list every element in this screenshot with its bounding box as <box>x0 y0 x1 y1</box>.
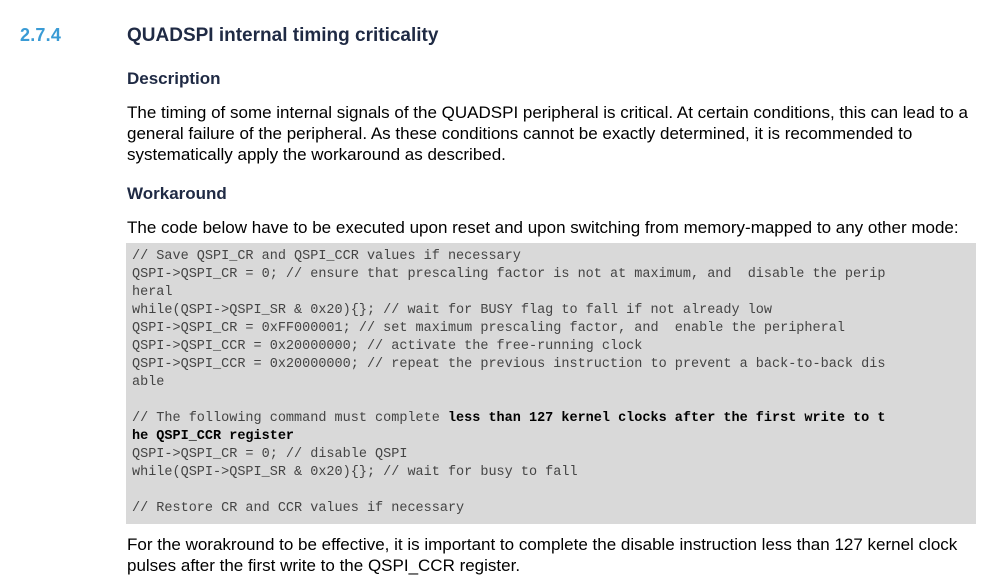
workaround-note-line: pulses after the first write to the QSPI_CCR register. <box>127 556 521 575</box>
code-emphasis: less than 127 kernel clocks after the first write to t <box>447 411 886 426</box>
code-line: while(QSPI->QSPI_SR & 0x20){}; // wait for busy to fall <box>132 465 578 480</box>
section-number: 2.7.4 <box>20 25 62 45</box>
code-line-emphasis <box>132 428 976 446</box>
code-line: while(QSPI->QSPI_SR & 0x20){}; // wait for BUSY flag to fall if not already low <box>132 303 773 318</box>
code-line: QSPI->QSPI_CR = 0xFF000001; // set maximum prescaling factor, and enable the peripheral <box>132 321 845 336</box>
code-comment-prefix: // The following command must complete <box>132 411 448 426</box>
code-line-blank <box>132 392 976 410</box>
code-line: heral <box>132 285 173 300</box>
description-line: general failure of the peripheral. As these conditions cannot be exactly determined, it is recommended to <box>127 124 913 143</box>
code-line: QSPI->QSPI_CCR = 0x20000000; // activate the free-running clock <box>132 339 643 354</box>
code-emphasis: he QSPI_CCR register <box>132 429 295 444</box>
code-block <box>126 243 976 524</box>
code-line: able <box>132 375 165 390</box>
code-line: QSPI->QSPI_CR = 0; // disable QSPI <box>132 447 408 462</box>
description-heading: Description <box>127 69 221 88</box>
code-line-emphasis <box>132 410 976 428</box>
code-line: QSPI->QSPI_CR = 0; // ensure that prescaling factor is not at maximum, and disable the perip <box>132 267 886 282</box>
workaround-note-line: For the worakround to be effective, it is important to complete the disable instruction less than 127 kernel clock <box>127 535 958 554</box>
code-line: // Restore CR and CCR values if necessary <box>132 501 465 516</box>
workaround-heading: Workaround <box>127 184 227 203</box>
section-title: QUADSPI internal timing criticality <box>127 25 439 46</box>
code-line-blank <box>132 482 976 500</box>
workaround-note <box>127 534 977 576</box>
code-line: // Save QSPI_CR and QSPI_CCR values if necessary <box>132 249 521 264</box>
description-line: The timing of some internal signals of the QUADSPI peripheral is critical. At certain conditions, this can lead to a <box>127 103 968 122</box>
workaround-intro <box>127 217 977 238</box>
workaround-intro-line: The code below have to be executed upon reset and upon switching from memory-mapped to any other mode: <box>127 218 959 237</box>
description-paragraph <box>127 102 977 165</box>
description-line: systematically apply the workaround as described. <box>127 145 506 164</box>
code-line: QSPI->QSPI_CCR = 0x20000000; // repeat the previous instruction to prevent a back-to-back dis <box>132 357 886 372</box>
